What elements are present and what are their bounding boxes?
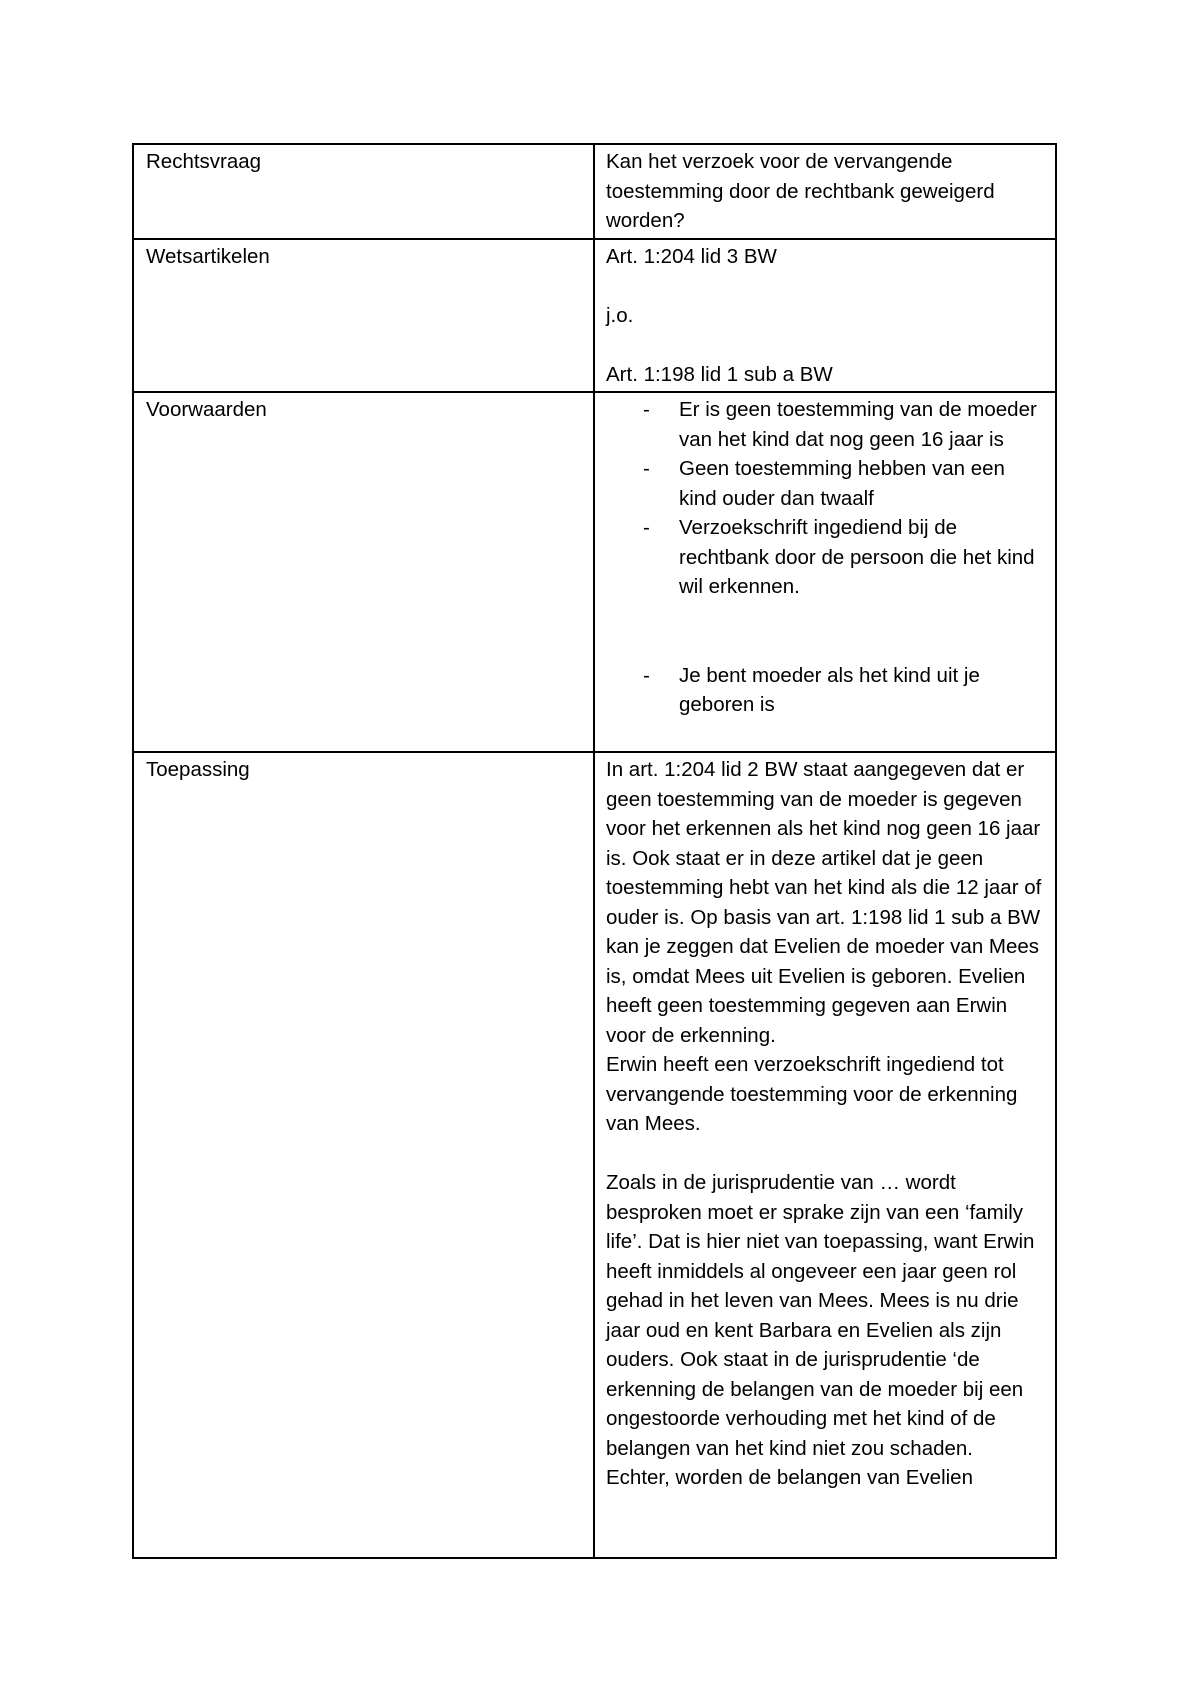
toepassing-paragraph-4: Echter, worden de belangen van Evelien (606, 1466, 973, 1489)
article-connector: j.o. (606, 303, 634, 327)
condition-item: - Er is geen toestemming van de moeder van het kind dat nog geen 16 jaar is (679, 395, 1045, 454)
legal-analysis-table (132, 143, 1057, 1559)
condition-item: - Verzoekschrift ingediend bij de rechtbank door de persoon die het kind wil erkennen. (679, 513, 1045, 602)
row-rechtsvraag (133, 144, 1056, 239)
conditions-list (606, 395, 1045, 602)
condition-item: - Je bent moeder als het kind uit je geboren is (679, 661, 1045, 720)
article-line-2: Art. 1:198 lid 1 sub a BW (606, 362, 833, 386)
toepassing-label: Toepassing (133, 752, 594, 1558)
toepassing-paragraph-2: Erwin heeft een verzoekschrift ingediend tot vervangende toestemming voor de erkenning van Mees. (606, 1053, 1018, 1135)
toepassing-paragraph-1: In art. 1:204 lid 2 BW staat aangegeven dat er geen toestemming van de moeder is gegeven voor het erkennen als het kind nog geen 16 jaar is. Ook staat er in deze artikel dat je geen toestemming hebt van het kind als die 12 jaar of ouder is. Op basis van art. 1:198 lid 1 sub a BW kan je zeggen dat Evelien de moeder van Mees is, omdat Mees uit Evelien is geboren. Evelien heeft geen toestemming gegeven aan Erwin voor de erkenning. (606, 758, 1042, 1047)
article-line-1: Art. 1:204 lid 3 BW (606, 244, 777, 268)
toepassing-paragraph-3: Zoals in de jurisprudentie van … wordt besproken moet er sprake zijn van een ‘family life’. Dat is hier niet van toepassing, want Erwin heeft inmiddels al ongeveer een jaar geen rol gehad in het leven van Mees. Mees is nu drie jaar oud en kent Barbara en Evelien als zijn ouders. Ook staat in de jurisprudentie ‘de erkenning de belangen van de moeder bij een ongestoorde verhouding met het kind of de belangen van het kind niet zou schaden. (606, 1171, 1035, 1460)
wetsartikelen-cell (594, 239, 1056, 393)
toepassing-cell (594, 752, 1056, 1558)
rechtsvraag-text: Kan het verzoek voor de vervangende toestemming door de rechtbank geweigerd worden? (594, 144, 1056, 239)
condition-item: - Geen toestemming hebben van een kind ouder dan twaalf (679, 454, 1045, 513)
rechtsvraag-label: Rechtsvraag (133, 144, 594, 239)
row-voorwaarden (133, 392, 1056, 752)
wetsartikelen-label: Wetsartikelen (133, 239, 594, 393)
voorwaarden-label: Voorwaarden (133, 392, 594, 752)
conditions-list-extra (606, 661, 1045, 720)
row-wetsartikelen (133, 239, 1056, 393)
row-toepassing (133, 752, 1056, 1558)
voorwaarden-cell (594, 392, 1056, 752)
